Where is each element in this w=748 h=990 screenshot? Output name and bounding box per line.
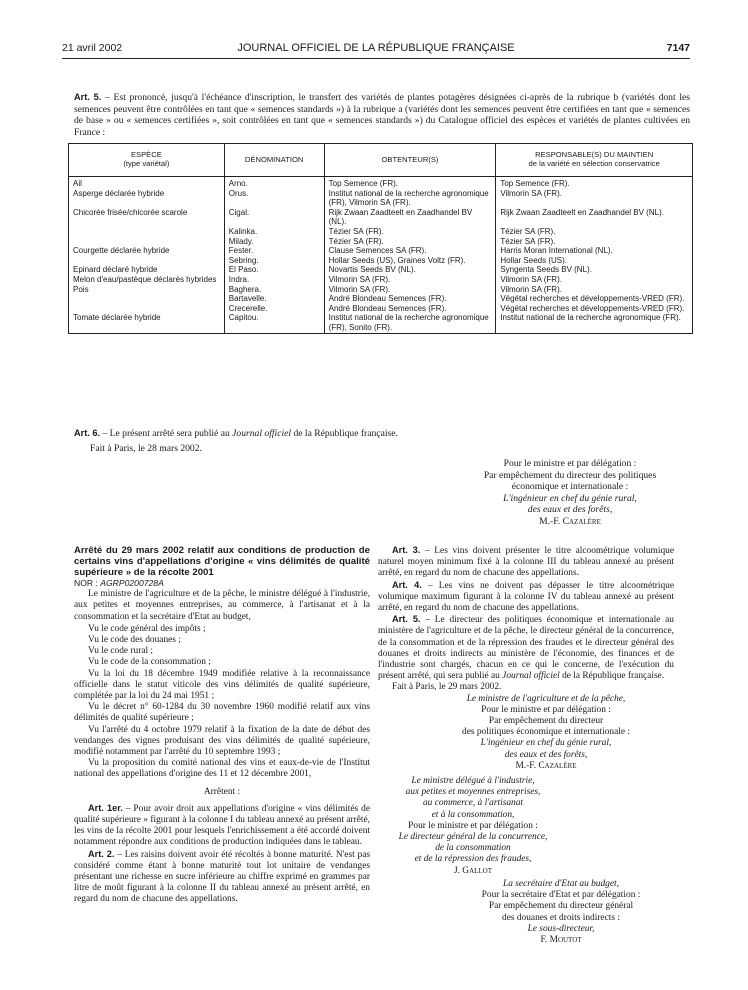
cell-espece: Chicorée frisée/chicorée scarole [69,208,225,227]
cell-espece [69,304,225,314]
cell-denom: Milady. [224,237,324,247]
table-row [69,294,693,304]
table-row [69,275,693,285]
signature-block-3: Le ministre délégué à l'industrie, aux petites et moyennes entreprises, au commerce, à l'artisanat et à la consommation, Pour le ministre et par délégation : Le directeur général de la concurrence, de la consommation et de la répression des fraudes, J. Gallot [378,776,568,877]
article-number: Art. 6. [74,428,101,438]
cell-denom: Capitou. [224,313,324,333]
cell-resp: Harris Moran International (NL). [496,246,693,256]
col-header-obtenteur: OBTENTEUR(S) [324,144,496,177]
cell-obt: André Blondeau Semences (FR). [324,304,496,314]
signatory-name: F. Moutot [540,934,582,945]
cell-espece [69,227,225,237]
cell-espece: Melon d'eau/pastèque déclarés hybrides [69,275,225,285]
cell-denom: Sebring. [224,256,324,266]
article-3-paragraph: Art. 3. – Les vins doivent présenter le titre alcoométrique volumique naturel moyen minimum fixé à la colonne III du tableau annexé au présent arrêté, en regard du nom de chacune des appellations. [378,545,674,579]
cell-obt: Top Semence (FR). [324,179,496,189]
header-rule [62,58,690,59]
header-date: 21 avril 2002 [62,42,123,54]
cell-obt: André Blondeau Semences (FR). [324,294,496,304]
cell-espece: Epinard déclaré hybride [69,265,225,275]
cell-espece: Asperge déclarée hybride [69,189,225,208]
table-row [69,265,693,275]
cell-obt: Tézier SA (FR). [324,237,496,247]
cell-resp: Syngenta Seeds BV (NL). [496,265,693,275]
cell-denom: El Paso. [224,265,324,275]
vu-item: Vu le code des douanes ; [88,635,181,646]
nor-reference: NOR : AGRP0200728A [74,578,164,588]
cell-obt: Vilmorin SA (FR). [324,285,496,295]
cell-espece: Pois [69,285,225,295]
vus-list [74,624,370,781]
cell-obt: Clause Semences SA (FR). [324,246,496,256]
table-row [69,208,693,227]
article-number: Art. 5. [74,92,102,102]
cell-espece [69,256,225,266]
cell-resp: Tézier SA (FR). [496,227,693,237]
cell-resp: Rijk Zwaan Zaadteelt en Zaadhandel BV (NL). [496,208,693,227]
cell-obt: Vilmorin SA (FR). [324,275,496,285]
signatory-name: J. Gallot [453,865,493,876]
vu-item: Vu le code général des impôts ; [88,623,206,634]
col-header-denomination: DÉNOMINATION [224,144,324,177]
cell-obt: Institut national de la recherche agronomique (FR), Sonito (FR). [324,313,496,333]
article-6-paragraph: Art. 6. – Le présent arrêté sera publié au Journal officiel de la République française. [74,428,398,439]
cell-obt: Tézier SA (FR). [324,227,496,237]
arretent-label: Arrêtent : [203,786,241,797]
left-column [74,545,370,906]
vu-item: Vu le code rural ; [88,646,154,657]
cell-resp: Institut national de la recherche agronomique (FR). [496,313,693,333]
cell-resp: Hollar Seeds (US). [496,256,693,266]
article-5-paragraph [74,92,690,138]
cell-obt: Rijk Zwaan Zaadteelt en Zaadhandel BV (NL). [324,208,496,227]
signature-block-4: La secrétaire d'Etat au budget, Pour la secrétaire d'Etat et par délégation : Par empêchement du directeur général des douanes et droits indirects : Le sous-directeur, F. Moutot [448,879,674,946]
col-header-espece: ESPÈCE (type variétal) [69,144,225,177]
arrete-title: Arrêté du 29 mars 2002 relatif aux conditions de production de certains vins d'appellations d'origine « vins délimités de qualité supérieure » de la récolte 2001 [74,545,370,578]
article-2-paragraph: Art. 2. – Les raisins doivent avoir été récoltés à bonne maturité. N'est pas considéré comme étant à bonne maturité tout lot unitaire de vendanges présentant une richesse en sucre inférieure au chiffre exprimé en grammes par litre de moût figurant à la colonne II du tableau annexé au présent arrêté, en regard du nom de chacune des appellations. [74,848,371,905]
varieties-table [68,143,693,334]
table-row [69,237,693,247]
header-journal-title: JOURNAL OFFICIEL DE LA RÉPUBLIQUE FRANÇAISE [237,42,515,54]
cell-denom: Kalinka. [224,227,324,237]
table-row [69,246,693,256]
vu-item: Vu la proposition du comité national des vins et eaux-de-vie de l'Institut national des appellations d'origine des 11 et 12 décembre 2001, [74,758,370,780]
cell-denom: Crecerelle. [224,304,324,314]
signature-block-1: Pour le ministre et par délégation : Par empêchement du directeur des politiques économique et internationale : L'ingénieur en chef du génie rural, des eaux et des forêts, M.-F. Cazalère [420,458,720,528]
vu-item: Vu l'arrêté du 4 octobre 1979 relatif à la fixation de la date de début des vendanges des vignes produisant des vins délimités de qualité supérieure, modifié notamment par l'arrêté du 10 septembre 1993 ; [74,724,370,758]
cell-denom: Orus. [224,189,324,208]
cell-espece [69,237,225,247]
cell-resp: Vilmorin SA (FR). [496,285,693,295]
cell-denom: Arno. [224,179,324,189]
cell-resp: Tézier SA (FR). [496,237,693,247]
cell-espece: Courgette déclarée hybride [69,246,225,256]
article-4-paragraph: Art. 4. – Les vins ne doivent pas dépasser le titre alcoométrique volumique maximum figurant à la colonne IV du tableau annexé au présent arrêté, en regard du nom de chacune des appellations. [378,579,674,614]
table-body [69,177,693,334]
right-column [378,545,674,946]
cell-resp: Vilmorin SA (FR). [496,189,693,208]
table-row [69,304,693,314]
cell-denom: Fester. [224,246,324,256]
article-5b-paragraph: Art. 5. – Le directeur des politiques économique et internationale au ministère de l'agriculture et de la pêche, le directeur général de la concurrence, de la consommation et de la répression des fraudes et le directeur général des douanes et droits indirects au ministère de l'économie, des finances et de l'industrie sont chargés, chacun en ce qui le concerne, de l'exécution du présent arrêté, qui sera publié au Journal officiel de la République française. [378,614,674,682]
cell-resp: Vilmorin SA (FR). [496,275,693,285]
table-row [69,256,693,266]
cell-denom: Bartavelle. [224,294,324,304]
vu-item: Vu la loi du 18 décembre 1949 modifiée relative à la reconnaissance officielle dans le statut viticole des vins délimités de qualité supérieure, complétée par la loi du 24 mai 1951 ; [74,668,370,702]
article-1-paragraph: Art. 1er. – Pour avoir droit aux appellations d'origine « vins délimités de qualité supérieure » figurant à la colonne I du tableau annexé au présent arrêté, les vins de la récolte 2001 pour lesquels l'enrichissement a été accordé doivent notamment répondre aux conditions de production indiquées dans le tableau. [74,802,370,848]
cell-denom: Indra. [224,275,324,285]
table-row [69,179,693,189]
signatory-name: M.-F. Cazalère [539,515,601,527]
signature-block-2: Le ministre de l'agriculture et de la pêche, Pour le ministre et par délégation : Par empêchement du directeur des politiques économique et internationale : L'ingénieur en chef du génie rural, des eaux et des forêts, M.-F. Cazalère [418,694,674,772]
vu-item: Vu le décret n° 60-1284 du 30 novembre 1960 modifié relatif aux vins délimités de qualité supérieure ; [74,702,370,724]
cell-espece: Ail [69,179,225,189]
signatory-name: M.-F. Cazalère [515,760,577,771]
cell-obt: Hollar Seeds (US), Graines Voltz (FR). [324,256,496,266]
table-row [69,227,693,237]
col-header-responsable: RESPONSABLE(S) DU MAINTIEN de la variété en sélection conservatrice [496,144,693,177]
cell-resp: Top Semence (FR). [496,179,693,189]
table-row [69,285,693,295]
table-row [69,189,693,208]
fait-a-paris-1: Fait à Paris, le 28 mars 2002. [90,443,202,454]
cell-resp: Végétal recherches et développements-VRED (FR). [496,304,693,314]
cell-obt: Institut national de la recherche agronomique (FR), Vilmorin SA (FR). [324,189,496,208]
page-header [62,42,690,56]
fait-a-paris-2: Fait à Paris, le 29 mars 2002. [392,682,502,693]
cell-espece: Tomate déclarée hybride [69,313,225,333]
table-row [69,313,693,333]
journal-name: Journal officiel [232,428,292,439]
arrete-intro: Le ministre de l'agriculture et de la pêche, le ministre délégué à l'industrie, aux petites et moyennes entreprises, au commerce, à l'artisanat et à la consommation et la secrétaire d'Etat au budget, [74,589,370,622]
header-page-number: 7147 [666,42,690,54]
cell-espece [69,294,225,304]
table-header-row [69,144,693,177]
cell-resp: Végétal recherches et développements-VRED (FR). [496,294,693,304]
cell-denom: Cigal. [224,208,324,227]
cell-denom: Baghera. [224,285,324,295]
cell-obt: Novartis Seeds BV (NL). [324,265,496,275]
article-text: – Est prononcé, jusqu'à l'échéance d'inscription, le transfert des variétés de plantes potagères désignées ci-après de la rubrique b (variétés dont les semences peuvent être contrôlées en tant que « semences standards ») à la rubrique a (variétés dont les semences peuvent être certifiées en tant que « semences de base » ou « semences certifiées », soit contrôlées en tant que « semences standards ») du Catalogue officiel des espèces et variétés de plantes cultivées en France : [74,92,690,138]
vu-item: Vu le code de la consommation ; [88,657,211,668]
